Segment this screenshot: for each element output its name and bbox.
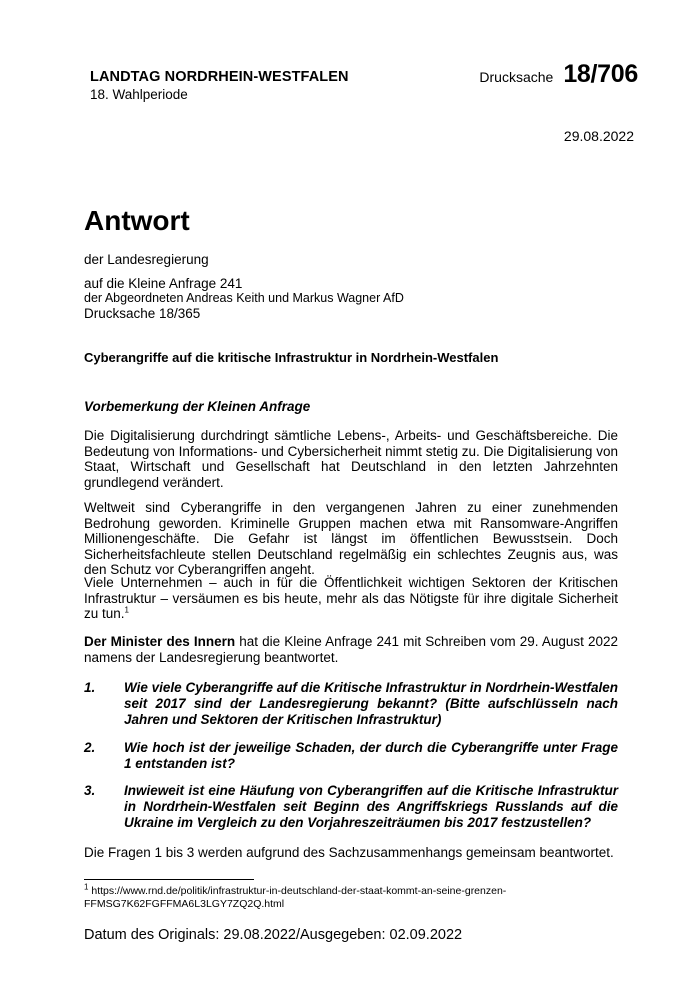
footnote-ref: 1 (124, 605, 129, 615)
minister-paragraph (84, 634, 618, 665)
question-3 (84, 783, 618, 831)
footnote (84, 882, 618, 911)
question-2 (84, 740, 618, 772)
drucksache-number: 18/706 (563, 60, 638, 88)
original-date-line: Datum des Originals: 29.08.2022/Ausgegeben: 02.09.2022 (84, 927, 463, 943)
question-text: Inwieweit ist eine Häufung von Cyberangriffen auf die Kritische Infrastruktur in Nordrhein-Westfalen seit Beginn des Angriffskriegs Russlands auf die Ukraine im Vergleich zu den Vorjahreszeiträumen bis 2017 festzustellen? (124, 783, 618, 830)
minister-name: Der Minister des Innern (84, 634, 236, 649)
drucksache-label: Drucksache (479, 69, 554, 85)
intro-line-3: der Abgeordneten Andreas Keith und Markus Wagner AfD (84, 291, 404, 305)
intro-line-4: Drucksache 18/365 (84, 306, 201, 321)
question-1 (84, 680, 618, 728)
parliament-name: LANDTAG NORDRHEIN-WESTFALEN (90, 69, 349, 85)
drucksache (479, 60, 638, 89)
intro-line-2: auf die Kleine Anfrage 241 (84, 276, 243, 291)
document-date: 29.08.2022 (563, 128, 634, 144)
question-number: 1. (84, 680, 96, 695)
minister-text: hat die Kleine Anfrage 241 mit Schreiben vom 29. August 2022 namens der Landesregierung beantwortet. (84, 634, 618, 665)
question-text: Wie hoch ist der jeweilige Schaden, der durch die Cyberangriffe unter Frage 1 entstanden ist? (124, 740, 618, 771)
answer-intro: Die Fragen 1 bis 3 werden aufgrund des Sachzusammenhangs gemeinsam beantwortet. (84, 845, 614, 860)
question-number: 2. (84, 740, 96, 755)
subject-heading: Cyberangriffe auf die kritische Infrastruktur in Nordrhein-Westfalen (84, 350, 499, 365)
paragraph-3 (84, 575, 618, 622)
paragraph-1: Die Digitalisierung durchdringt sämtliche Lebens-, Arbeits- und Geschäftsbereiche. Die Bedeutung von Informations- und Cybersicherheit nimmt stetig zu. Die Digitalisierung von Staat, Wirtschaft und Gesellschaft hat Deutschland in den letzten Jahrzehnten grundlegend verändert. (84, 428, 618, 490)
paragraph-3-text: Viele Unternehmen – auch in für die Öffentlichkeit wichtigen Sektoren der Kritischen Infrastruktur – versäumen es bis heute, mehr als das Nötigste für ihre digitale Sicherheit zu tun. (84, 575, 618, 621)
question-number: 3. (84, 783, 96, 798)
legislative-period: 18. Wahlperiode (90, 87, 188, 102)
footnote-divider (84, 879, 254, 880)
footnote-number: 1 (84, 882, 89, 892)
intro-line-1: der Landesregierung (84, 252, 209, 267)
question-text: Wie viele Cyberangriffe auf die Kritische Infrastruktur in Nordrhein-Westfalen seit 2017 sind der Landesregierung bekannt? (Bitte aufschlüsseln nach Jahren und Sektoren der Kritischen Infrastruktur) (124, 680, 618, 727)
paragraph-2: Weltweit sind Cyberangriffe in den vergangenen Jahren zu einer zunehmenden Bedrohung geworden. Kriminelle Gruppen machen etwa mit Ransomware-Angriffen Millionengeschäfte. Die Gefahr ist längst im öffentlichen Bewusstsein. Doch Sicherheitsfachleute stellen Deutschland regelmäßig ein schlechtes Zeugnis aus, was den Schutz vor Cyberangriffen angeht. (84, 500, 618, 577)
preamble-heading: Vorbemerkung der Kleinen Anfrage (84, 399, 311, 414)
footnote-link[interactable]: https://www.rnd.de/politik/infrastruktur-in-deutschland-der-staat-kommt-an-seine-grenzen-FFMSG7K62FGFFMA6L3LGY7ZQ2Q.html (84, 885, 507, 910)
document-title: Antwort (84, 205, 190, 236)
